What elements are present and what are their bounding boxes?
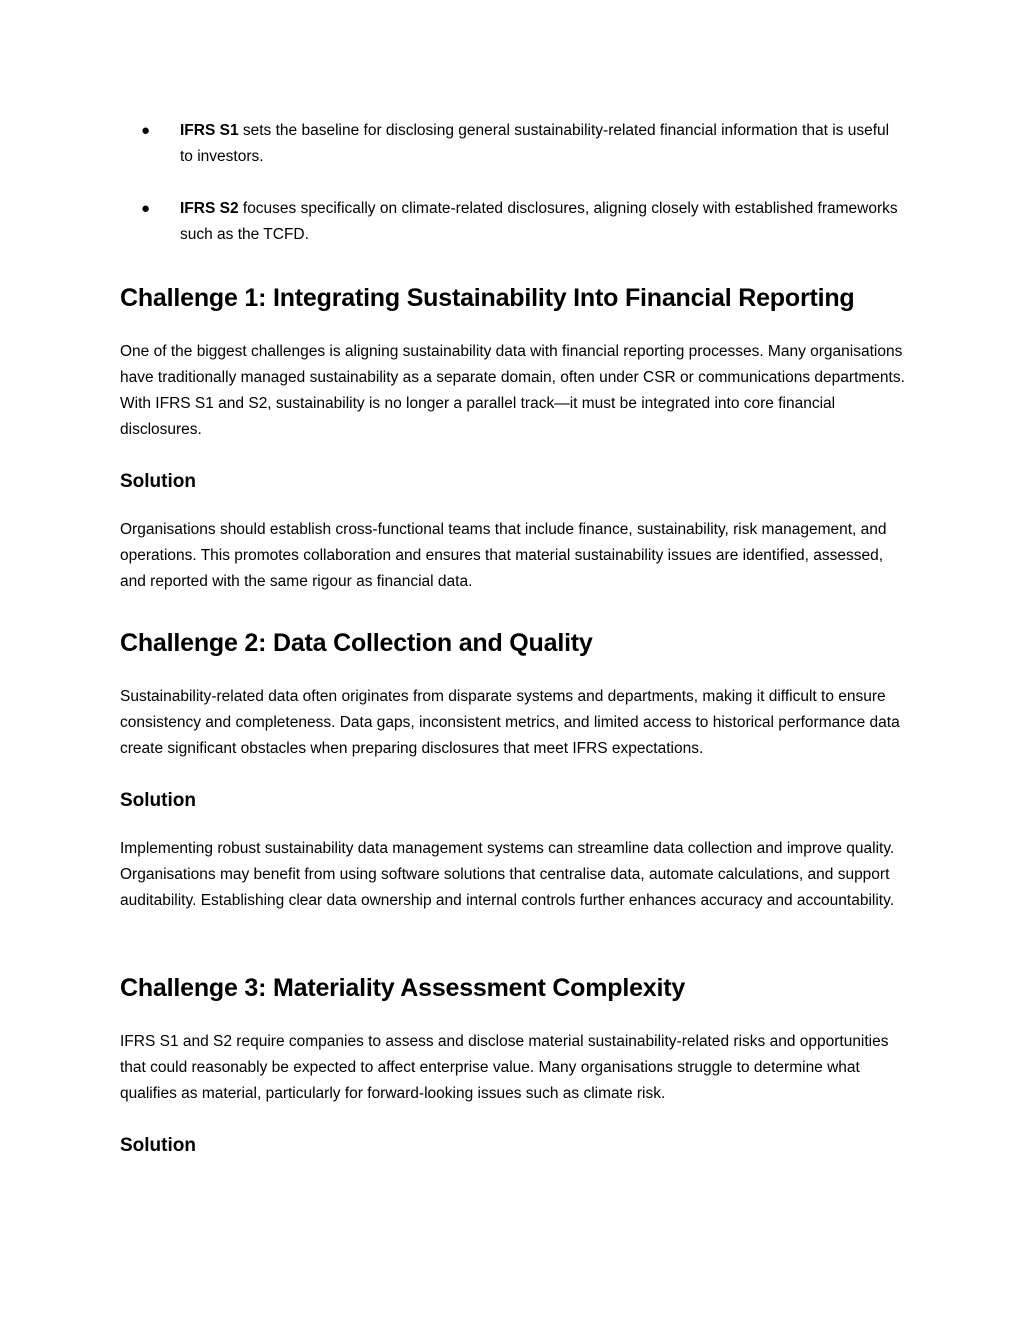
- challenge-3-body: IFRS S1 and S2 require companies to assess and disclose material sustainability-related risks and opportunities that could reasonably be expected to affect enterprise value. Many organisations struggle to determine what qualifies as material, particularly for forward-looking issues such as climate risk.: [120, 1033, 889, 1102]
- bullet-term: IFRS S1: [180, 122, 239, 139]
- challenge-3-section: [120, 972, 905, 1159]
- bullet-text: focuses specifically on climate-related disclosures, aligning closely with established frameworks such as the TCFD.: [180, 200, 898, 243]
- challenge-2-section: [120, 627, 905, 914]
- challenge-2-solution-body: Implementing robust sustainability data management systems can streamline data collection and improve quality. Organisations may benefit from using software solutions that centralise data, automate calculations, and support auditability. Establishing clear data ownership and internal controls further enhances accuracy and accountability.: [120, 840, 895, 909]
- challenge-2-body: Sustainability-related data often originates from disparate systems and departments, making it difficult to ensure consistency and completeness. Data gaps, inconsistent metrics, and limited access to historical performance data create significant obstacles when preparing disclosures that meet IFRS expectations.: [120, 688, 900, 757]
- challenge-2-heading: Challenge 2: Data Collection and Quality: [120, 629, 593, 657]
- bullet-item-ifrs-s2: [120, 196, 905, 248]
- bullet-dot-icon: ●: [141, 200, 151, 217]
- bullet-dot-icon: ●: [141, 122, 151, 139]
- challenge-3-solution-heading: Solution: [120, 1135, 196, 1156]
- challenge-1-section: [120, 282, 905, 595]
- challenge-1-heading: Challenge 1: Integrating Sustainability Into Financial Reporting: [120, 284, 855, 312]
- bullet-term: IFRS S2: [180, 200, 239, 217]
- challenge-3-heading: Challenge 3: Materiality Assessment Complexity: [120, 974, 686, 1002]
- bullet-text: sets the baseline for disclosing general sustainability-related financial information that is useful to investors.: [180, 122, 890, 165]
- challenge-1-solution-body: Organisations should establish cross-functional teams that include finance, sustainability, risk management, and operations. This promotes collaboration and ensures that material sustainability issues are identified, assessed, and reported with the same rigour as financial data.: [120, 521, 887, 590]
- bullet-item-ifrs-s1: [120, 118, 905, 170]
- challenge-1-body: One of the biggest challenges is aligning sustainability data with financial reporting processes. Many organisations have traditionally managed sustainability as a separate domain, often under CSR or communications departments. With IFRS S1 and S2, sustainability is no longer a parallel track—it must be integrated into core financial disclosures.: [120, 343, 905, 438]
- challenge-2-solution-heading: Solution: [120, 790, 196, 811]
- framework-bullet-list: [120, 118, 905, 274]
- challenge-1-solution-heading: Solution: [120, 471, 196, 492]
